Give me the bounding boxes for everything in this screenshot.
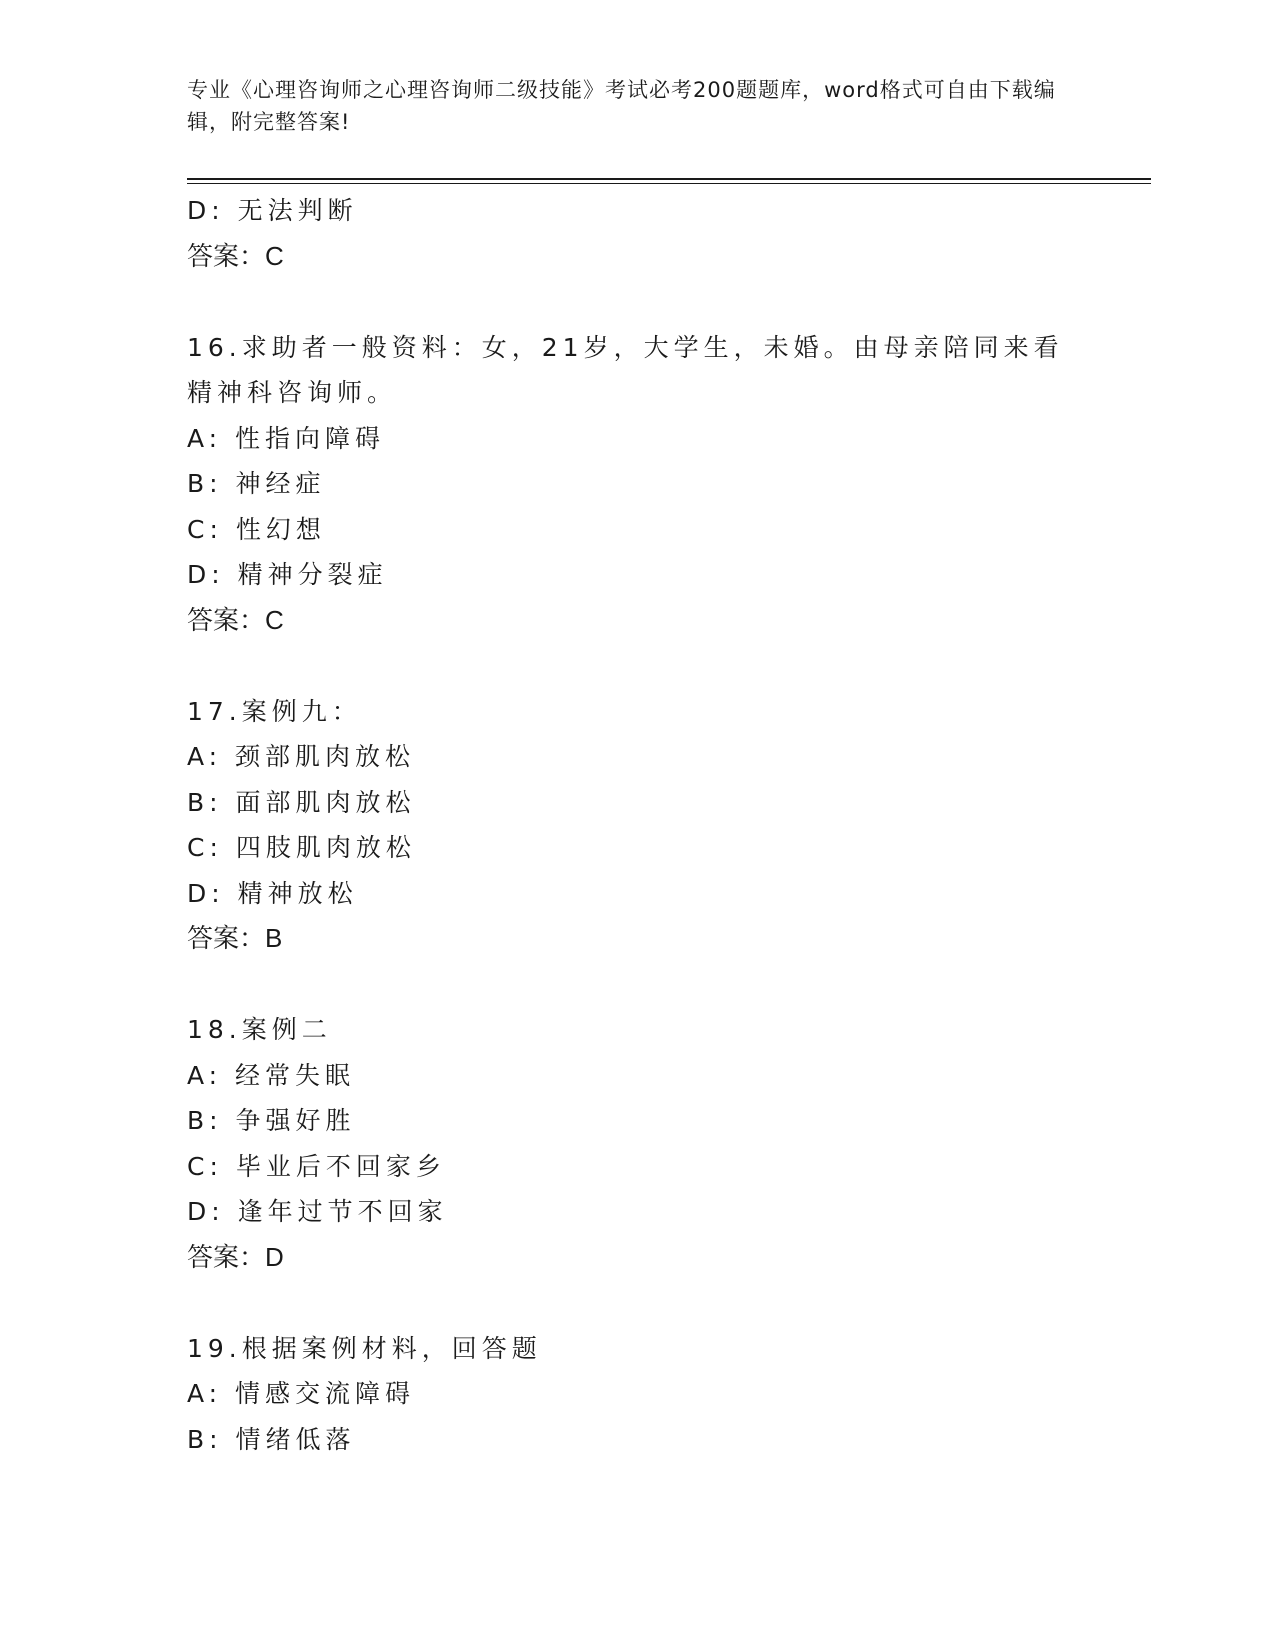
- option-c: C: 毕业后不回家乡: [187, 1151, 446, 1181]
- question-16: [187, 325, 1087, 644]
- spacer: [187, 962, 1087, 1008]
- answer: 答案：B: [187, 923, 283, 953]
- option-a: A: 性指向障碍: [187, 423, 386, 453]
- question-stem: 19.根据案例材料，回答题: [187, 1333, 542, 1363]
- question-19: [187, 1326, 1087, 1463]
- question-17: [187, 689, 1087, 962]
- option-d: D: 精神放松: [187, 878, 358, 908]
- question-list: [187, 188, 1087, 1462]
- option-a: A: 经常失眠: [187, 1060, 356, 1090]
- spacer: [187, 1280, 1087, 1326]
- spacer: [187, 279, 1087, 325]
- header-divider: [187, 178, 1151, 180]
- question-stem: 17.案例九：: [187, 696, 362, 726]
- header-divider-thin: [187, 183, 1151, 184]
- option-d: D: 无法判断: [187, 196, 358, 225]
- answer: 答案：C: [187, 240, 284, 271]
- option-a: A: 颈部肌肉放松: [187, 742, 416, 771]
- question-stem: 16.求助者一般资料：女，21岁，大学生，未婚。由母亲陪同来看精神科咨询师。: [187, 332, 1064, 407]
- spacer: [187, 643, 1087, 689]
- option-b: B: 神经症: [187, 469, 326, 498]
- option-b: B: 面部肌肉放松: [187, 787, 416, 817]
- option-a: A: 情感交流障碍: [187, 1379, 416, 1408]
- option-d: D: 精神分裂症: [187, 560, 388, 589]
- option-d: D: 逢年过节不回家: [187, 1197, 448, 1226]
- answer: 答案：D: [187, 1241, 284, 1272]
- option-b: B: 情绪低落: [187, 1424, 356, 1454]
- question-18: [187, 1007, 1087, 1280]
- option-c: C: 四肢肌肉放松: [187, 833, 416, 862]
- answer: 答案：C: [187, 604, 284, 635]
- option-c: C: 性幻想: [187, 514, 326, 544]
- question-stem: 18.案例二: [187, 1015, 332, 1044]
- option-b: B: 争强好胜: [187, 1106, 356, 1135]
- page-header: 专业《心理咨询师之心理咨询师二级技能》考试必考200题题库，word格式可自由下载编辑，附完整答案!: [187, 78, 1056, 134]
